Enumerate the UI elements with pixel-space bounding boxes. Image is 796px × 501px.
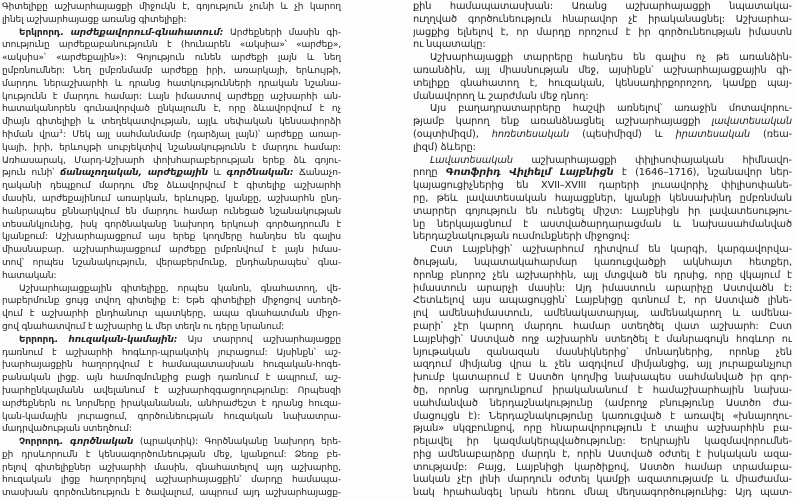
text-run: Լավատեսական	[430, 154, 513, 166]
text-run: արժեքներն ու նորմերը իրականանան, անհրաժեշտ է դրանց հուզա-	[2, 398, 341, 409]
text-run: կայի, իրի, երևույթի սուբյեկտիվ նշանակությունն է մարդու համար:	[2, 142, 341, 153]
text-line	[413, 257, 792, 270]
text-run: Հետևելով այս ապացույցին՝ Լայբնիցը գտնում է, որ Աստված լինե-	[413, 295, 792, 307]
text-run: խումբ կատարում է Աստծո կողմից նախապես սահմանված իր գոր-	[413, 372, 792, 384]
text-line	[413, 116, 792, 129]
text-run: ու նպատակը:	[413, 39, 486, 51]
text-line	[2, 257, 341, 270]
text-run: առանձին, այլ միասնության մեջ, այսինքն՝ աշխարհայացքային գի-	[413, 64, 792, 76]
text-run: հիման վրա	[2, 129, 60, 140]
text-line	[2, 52, 341, 65]
text-line	[2, 398, 341, 411]
text-line	[2, 334, 341, 347]
text-line	[413, 423, 792, 436]
text-run: «ակսիս»՝ «արժեքային»): Գոյություն ունեն արժեքի լայն և նեղ	[2, 53, 341, 64]
text-line	[413, 449, 792, 462]
text-line	[413, 372, 792, 385]
text-run: կան-կամային յուրացում, գործունեության հուզական նախատրա-	[2, 411, 341, 422]
text-line	[2, 347, 341, 360]
text-line	[2, 65, 341, 78]
text-run: գործնական:	[226, 168, 294, 179]
text-line	[2, 231, 341, 244]
text-line	[2, 91, 341, 104]
text-run: տով՝ որպես նշանակություն, վերաբերմունք, ընդհանրապես՝ գնա-	[2, 257, 341, 268]
text-line	[2, 39, 341, 52]
text-run: Աշխարհայացքային գիտելիքը, որպես կանոն, գնահատող, վե-	[19, 283, 341, 294]
text-run: լինել աշխարհայացք առանց գիտելիքի:	[2, 14, 187, 25]
text-line	[2, 283, 341, 296]
text-run: րելով գիտելիքներ աշխարհի մասին, գնահատելով այդ աշխարհը,	[2, 462, 341, 473]
text-run: դառնում է աշխարհի հոգևոր-պրակտիկ յուրացում: Այսինքն՝ աշ-	[2, 347, 341, 358]
text-run: և	[207, 168, 227, 179]
text-run: տությամբ: Բայց, Լայբնիցի կարծիքով, Աստծո համար տրամաբա-	[413, 461, 792, 473]
text-run: հատական:	[2, 270, 57, 281]
text-run: Աշխարհայացքի տարրերը հանդես են գալիս ոչ թե առանձին-	[430, 52, 792, 64]
text-run: Երրորդ.	[19, 334, 69, 345]
left-page-text-column	[2, 1, 341, 500]
text-run: տարրեր գոյություն են ունեցել միշտ: Լայբնիցն իր լավատեսությու-	[413, 205, 792, 217]
text-run: մանավորող և շարժման մեջ դնող:	[413, 90, 589, 102]
text-line	[2, 423, 341, 436]
text-run: Այս տարրով աշխարհայացքը	[177, 334, 341, 345]
text-line	[2, 219, 341, 232]
text-line	[2, 155, 341, 168]
text-run: նը ներկայացնում է աստվածարդարացման և նախասահմանված	[413, 218, 792, 230]
text-line	[413, 91, 792, 104]
text-line	[2, 462, 341, 475]
text-line	[2, 14, 341, 27]
text-run: ղականի դեպքում մարդու մեջ ձևավորվում է գիտելիք աշխարհի	[2, 181, 341, 192]
text-run: իմաստուն արարչի մասին: Այդ իմաստուն արարիչը Աստվածն է:	[413, 282, 792, 294]
text-run: գործնական	[69, 437, 134, 448]
text-line	[413, 167, 792, 180]
text-run: Այս բաղադրատարրերը հաշվի առնելով՝ առաջին մոտավորու-	[430, 103, 792, 115]
text-line	[413, 334, 792, 347]
text-line	[2, 411, 341, 424]
text-line	[2, 206, 341, 219]
text-run: միասնաբար. աշխարհայացքում արժեքը ըմբռնվում է լայն իմաս-	[2, 245, 341, 256]
text-line	[413, 39, 792, 52]
text-line	[413, 52, 792, 65]
text-run: Արժեքների մասին գի-	[223, 27, 341, 38]
text-line	[413, 244, 792, 257]
right-page-text-column	[413, 1, 792, 500]
text-run: վում է աշխարհի ընդհանուր պատկերը, ապա գնահատման միջո-	[2, 309, 341, 320]
text-line	[413, 219, 792, 232]
text-run: միայն գիտելիքի և տեղեկատվության, այլև սեփական կենսափորձի	[2, 117, 341, 128]
text-line	[413, 231, 792, 244]
text-run: Լայբնիցի՝ Աստված ողջ աշխարհն ստեղծել է մանրագույն հոգևոր ու	[413, 333, 792, 345]
text-line	[413, 308, 792, 321]
text-run: րելավել իր կազմակերպվածությունը: Երկրային կազմավորումնե-	[413, 436, 792, 448]
text-line	[413, 487, 792, 500]
text-run: աշխարհայացքի փիլիսոփայական հիմնավո-	[512, 154, 792, 166]
text-run: հանրապես քննարկվում են մարդու համար ունեցած նշանակության	[2, 206, 341, 217]
text-line	[413, 270, 792, 283]
text-run: Ճանաչո-	[293, 168, 341, 179]
text-line	[413, 180, 792, 193]
text-run: նյութական զանազան մասնիկներից՝ մոնադներից, որոնք չեն	[413, 346, 792, 358]
text-line	[413, 385, 792, 398]
text-line	[2, 436, 341, 449]
text-run: րողը	[413, 167, 446, 179]
text-line	[413, 283, 792, 296]
text-line	[2, 474, 341, 487]
text-run: հատականորեն գունավորված ընկալումն է, որը ձևավորվում է ոչ	[2, 104, 341, 115]
text-run: սահմանված ներդաշնակությունը (ամբողջ բնությունը Աստծո ժա-	[413, 397, 792, 409]
text-line	[413, 436, 792, 449]
text-run: ծության, նպատակահարմար կառուցվածքի ակնհայտ հետքեր,	[413, 256, 792, 268]
text-line	[413, 359, 792, 372]
text-run: տելիքը գնահատող է, հուզական, կենսադիրքորոշող, կամքը պայ-	[413, 77, 792, 89]
text-run: քի դրսևորումն է կենսագործունեության մեջ, կյանքում: Ձեռք բե-	[2, 449, 341, 460]
text-run: (ռեա-	[750, 128, 792, 140]
text-line	[413, 27, 792, 40]
text-run: րը, թեև լավատեսական հայացքներ, կյանքի կենսախինդ ըմբռնման	[413, 192, 792, 204]
text-run: յացքից ելնելով է, որ մարդը որոշում է իր գործունեության իմաստն	[413, 26, 792, 38]
text-line	[413, 129, 792, 142]
text-run: ըմբռնումներ: Նեղ ըմբռնմամբ արժեքը իրի, առարկայի, երևույթի,	[2, 65, 341, 76]
text-line	[413, 193, 792, 206]
text-line	[413, 347, 792, 360]
text-run: տությունը արժեքաբանությունն է (հունարեն «ակսիա»՝ «արժեք»,	[2, 40, 341, 51]
text-line	[2, 1, 341, 14]
text-run: թյան» սկզբունքով, որը հնարավորություն է տալիս աշխարհին բա-	[413, 423, 792, 435]
text-run: լիզմ) ձևերը:	[413, 141, 476, 153]
text-line	[413, 206, 792, 219]
text-run: արժեքավորում-գնահատում:	[70, 27, 224, 38]
text-run: լավատեսական	[711, 116, 792, 128]
text-run: հուզական լիցք հաղորդելով աշխարհայացքին՝ մարդը համապա-	[2, 475, 341, 486]
text-line	[413, 474, 792, 487]
text-line	[413, 103, 792, 116]
text-line	[413, 65, 792, 78]
text-line	[2, 193, 341, 206]
text-run: Գոտֆրիդ Վիլհելմ Լայբնիցն	[445, 167, 614, 179]
text-line	[413, 411, 792, 424]
text-line	[413, 142, 792, 155]
text-run: (օպտիմիզմ),	[413, 128, 492, 140]
text-line	[2, 116, 341, 129]
text-run: հոռետեսական	[491, 128, 570, 140]
text-run: ներդաշնակության ուսմունքների միջոցով:	[413, 231, 630, 243]
text-run: նական չէր լինի մարդուն օժտել կամքի ազատությամբ և միաժամա-	[413, 474, 792, 486]
text-line	[2, 167, 341, 180]
text-line	[413, 78, 792, 91]
text-run: Առհասարակ, Մարդ-Աշխարհ փոխհարաբերության երեք ձև գոյու-	[2, 155, 341, 166]
text-run: թյամբ կարող ենք առանձնացնել աշխարհայացքի	[413, 116, 712, 128]
text-line	[2, 321, 341, 334]
text-run: (պրակտիկ): Գործնականը նախորդ երե-	[133, 437, 341, 448]
text-run: Գիտելիքը աշխարհայացքի միջուկն է, գոյություն չունի և չի կարող	[2, 2, 341, 12]
text-run: կայացուցիչներից են XVII–XVIII դարերի լուսավորիչ փիլիսոփանե-	[413, 180, 792, 192]
text-run: իրատեսական	[675, 128, 751, 140]
text-line	[2, 359, 341, 372]
text-run: մադրվածության ստեղծում:	[2, 424, 132, 435]
text-run: խարհայացքին հաղորդվում է համապատասխան հուզական-հոգե-	[2, 360, 341, 371]
text-line	[2, 449, 341, 462]
text-run: հուզական-կամային:	[68, 334, 178, 345]
text-line	[2, 103, 341, 116]
text-run: ճանաչողական, արժեքային	[59, 168, 208, 179]
text-run: Երկրորդ.	[19, 27, 71, 38]
text-run: (պեսիմիզմ) և	[569, 128, 676, 140]
text-run: բարի՝ չէր կարող մարդու համար ստեղծել վատ աշխարհ: Ըստ	[413, 320, 792, 332]
text-run: բանական լիցք. այն համոզմունքից բացի դառնում է ապրում, աշ-	[2, 373, 341, 384]
text-run: կությունն է մարդու համար: Լայն իմաստով արժեքը աշխարհի ան-	[2, 91, 341, 102]
text-run: : Մեկ այլ սահմանմամբ (դարձյալ լայն)՝ արժեքը առար-	[63, 129, 341, 140]
text-line	[2, 385, 341, 398]
text-line	[2, 129, 341, 142]
text-line	[2, 27, 341, 40]
text-line	[2, 308, 341, 321]
text-run: է (1646–1716), նշանավոր ներ-	[613, 167, 792, 179]
text-run: ուղղված գործունեություն հնարավոր չէ իրականացնել: Աշխարհա-	[413, 13, 792, 25]
text-line	[2, 372, 341, 385]
text-run: խարհընկալմանն ավելանում է աշխարհզգացողությունը: Որպեսզի	[2, 385, 341, 396]
footnote-reference-marker: 1	[59, 128, 64, 135]
text-run: մարդու ներաշխարհի և դրանց հատկությունների դրական նշանա-	[2, 78, 341, 89]
text-run: թյուն ունի՝	[2, 168, 60, 179]
text-run: կյանքում: Աշխարհայացքում այս երեք կողմերը հանդես են գալիս	[2, 232, 341, 243]
text-line	[2, 270, 341, 283]
text-line	[2, 487, 341, 500]
text-line	[413, 155, 792, 168]
text-run: քին համապատասխան: Առանց աշխարհայացքի նպատակա-	[413, 1, 792, 12]
text-run: տասխան գործունեություն է ծավալում, ապրում այդ աշխարհայացք-	[2, 488, 341, 499]
text-line	[2, 78, 341, 91]
text-run: ծը, որոնց արդյունքում իրականանում է համաշխարհային նախա-	[413, 384, 792, 396]
text-line	[413, 14, 792, 27]
text-run: նակ հրահանգել նրան հեռու մնալ մեղսագործությունից: Այդ պատ-	[413, 487, 792, 499]
text-run: րից ամենաբարձրը մարդն է, որին Աստված օժտել է իսկական ազա-	[413, 448, 792, 460]
text-run: տեսանկյունից, իսկ գործնականը նախորդ երկուսի գործադրումն է	[2, 219, 341, 230]
text-run: րաբերմունք ցույց տվող գիտելիք է: Եթե գիտելիքի միջոցով ստեղծ-	[2, 296, 341, 307]
text-line	[413, 398, 792, 411]
text-run: Ըստ Լայբնիցի՝ աշխարհում դիտվում են կարգի, կարգավորվա-	[430, 244, 792, 256]
text-line	[413, 295, 792, 308]
text-run: լով ամենաիմաստուն, ամենակատարյալ, ամենակարող և ամենա-	[413, 308, 792, 320]
text-line	[2, 180, 341, 193]
text-line	[413, 321, 792, 334]
text-line	[2, 244, 341, 257]
text-line	[2, 142, 341, 155]
text-run: մասին, արժեքայինում առարկան, երևույթը, կյանքը, աշխարհն ընդ-	[2, 193, 341, 204]
text-run: ազդում միմյանց վրա և չեն ազդվում միմյանցից, այլ յուրաքանչյուր	[413, 359, 792, 371]
text-line	[413, 462, 792, 475]
text-run: մացույցն է): Ներդաշնակությունը կառուցված է առավել «խնայողու-	[413, 410, 792, 422]
text-run: որոնք բնորոշ չեն աշխարհին, այլ մտցված են դրսից, որը վկայում է	[413, 269, 792, 281]
text-line	[413, 1, 792, 14]
text-run: Չորրորդ.	[19, 437, 70, 448]
text-run: ցով գնահատվում է աշխարհը և մեր տեղն ու դերը նրանում:	[2, 321, 285, 332]
text-line	[2, 295, 341, 308]
